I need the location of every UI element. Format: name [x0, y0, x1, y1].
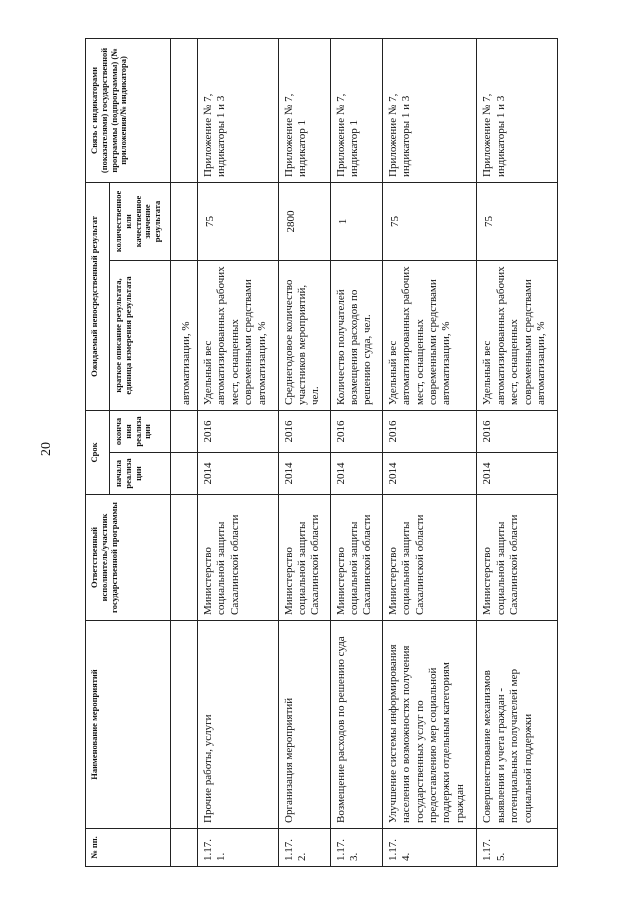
row-num: 1.17.2. [278, 829, 330, 867]
activities-table [85, 38, 558, 867]
row-end: 2016 [477, 410, 558, 452]
row-name: Возмещение расходов по решению суда [330, 621, 382, 829]
row-end: 2016 [278, 410, 330, 452]
row-name: Совершенствование механизмов выявления и учета граждан - потенциальных получателей мер социальной поддержки [477, 621, 558, 829]
page-number: 20 [39, 442, 54, 456]
row-executor: Министерство социальной защиты Сахалинской области [278, 495, 330, 621]
header-result-value: количественное или качественное значение результата [110, 182, 171, 260]
row-result-value: 75 [477, 182, 558, 260]
cont-link [171, 38, 198, 182]
row-executor: Министерство социальной защиты Сахалинской области [198, 495, 279, 621]
row-name: Улучшение системы информирования населения о возможностях получения государственных услуг по предоставлению мер социальной поддержки отдельным категориям граждан [382, 621, 477, 829]
row-executor: Министерство социальной защиты Сахалинской области [330, 495, 382, 621]
row-result-value: 75 [198, 182, 279, 260]
row-executor: Министерство социальной защиты Сахалинской области [382, 495, 477, 621]
row-link: Приложение № 7, индикаторы 1 и 3 [477, 38, 558, 182]
row-result-value: 75 [382, 182, 477, 260]
row-result-value: 2800 [278, 182, 330, 260]
cont-result-value [171, 182, 198, 260]
header-link: Связь с индикаторами (показателями) государственной программы (подпрограммы) (№ приложения/№ индикатора) [86, 38, 171, 182]
row-start: 2014 [198, 453, 279, 495]
cont-result-desc: автоматизации, % [171, 260, 198, 410]
header-result-desc: краткое описание результата, единица измерения результата [110, 260, 171, 410]
table-row [278, 38, 330, 866]
row-name: Прочие работы, услуги [198, 621, 279, 829]
header-result: Ожидаемый непосредственный результат [86, 182, 110, 410]
row-link: Приложение № 7, индикатор 1 [330, 38, 382, 182]
cont-name [171, 621, 198, 829]
row-num: 1.17.3. [330, 829, 382, 867]
row-result-desc: Среднегодовое количество участников мероприятий, чел. [278, 260, 330, 410]
table-row [330, 38, 382, 866]
row-link: Приложение № 7, индикатор 1 [278, 38, 330, 182]
cont-executor [171, 495, 198, 621]
row-result-desc: Удельный вес автоматизированных рабочих мест, оснащенных современными средствами автоматизации, % [382, 260, 477, 410]
header-num: № пп. [86, 829, 171, 867]
row-name: Организация мероприятий [278, 621, 330, 829]
row-end: 2016 [382, 410, 477, 452]
row-num: 1.17.4. [382, 829, 477, 867]
row-result-desc: Удельный вес автоматизированных рабочих мест, оснащенных современными средствами автоматизации, % [477, 260, 558, 410]
row-start: 2014 [382, 453, 477, 495]
rotated-table-container [85, 39, 558, 867]
row-num: 1.17.5. [477, 829, 558, 867]
row-link: Приложение № 7, индикаторы 1 и 3 [198, 38, 279, 182]
continuation-row [171, 38, 198, 866]
row-start: 2014 [477, 453, 558, 495]
row-result-desc: Удельный вес автоматизированных рабочих мест, оснащенных современными средствами автоматизации, % [198, 260, 279, 410]
table-row [477, 38, 558, 866]
cont-num [171, 829, 198, 867]
row-executor: Министерство социальной защиты Сахалинской области [477, 495, 558, 621]
row-start: 2014 [278, 453, 330, 495]
row-end: 2016 [198, 410, 279, 452]
row-link: Приложение № 7, индикаторы 1 и 3 [382, 38, 477, 182]
table-row [198, 38, 279, 866]
row-result-value: 1 [330, 182, 382, 260]
cont-end [171, 410, 198, 452]
row-num: 1.17.1. [198, 829, 279, 867]
header-term: Срок [86, 410, 110, 494]
cont-start [171, 453, 198, 495]
header-name: Наименование мероприятий [86, 621, 171, 829]
row-result-desc: Количество получателей возмещения расходов по решению суда, чел. [330, 260, 382, 410]
header-executor: Ответственный исполнитель/участник государственной программы [86, 495, 171, 621]
header-term-start: начала реализации [110, 453, 171, 495]
table-row [382, 38, 477, 866]
row-start: 2014 [330, 453, 382, 495]
row-end: 2016 [330, 410, 382, 452]
header-term-end: окончания реализации [110, 410, 171, 452]
